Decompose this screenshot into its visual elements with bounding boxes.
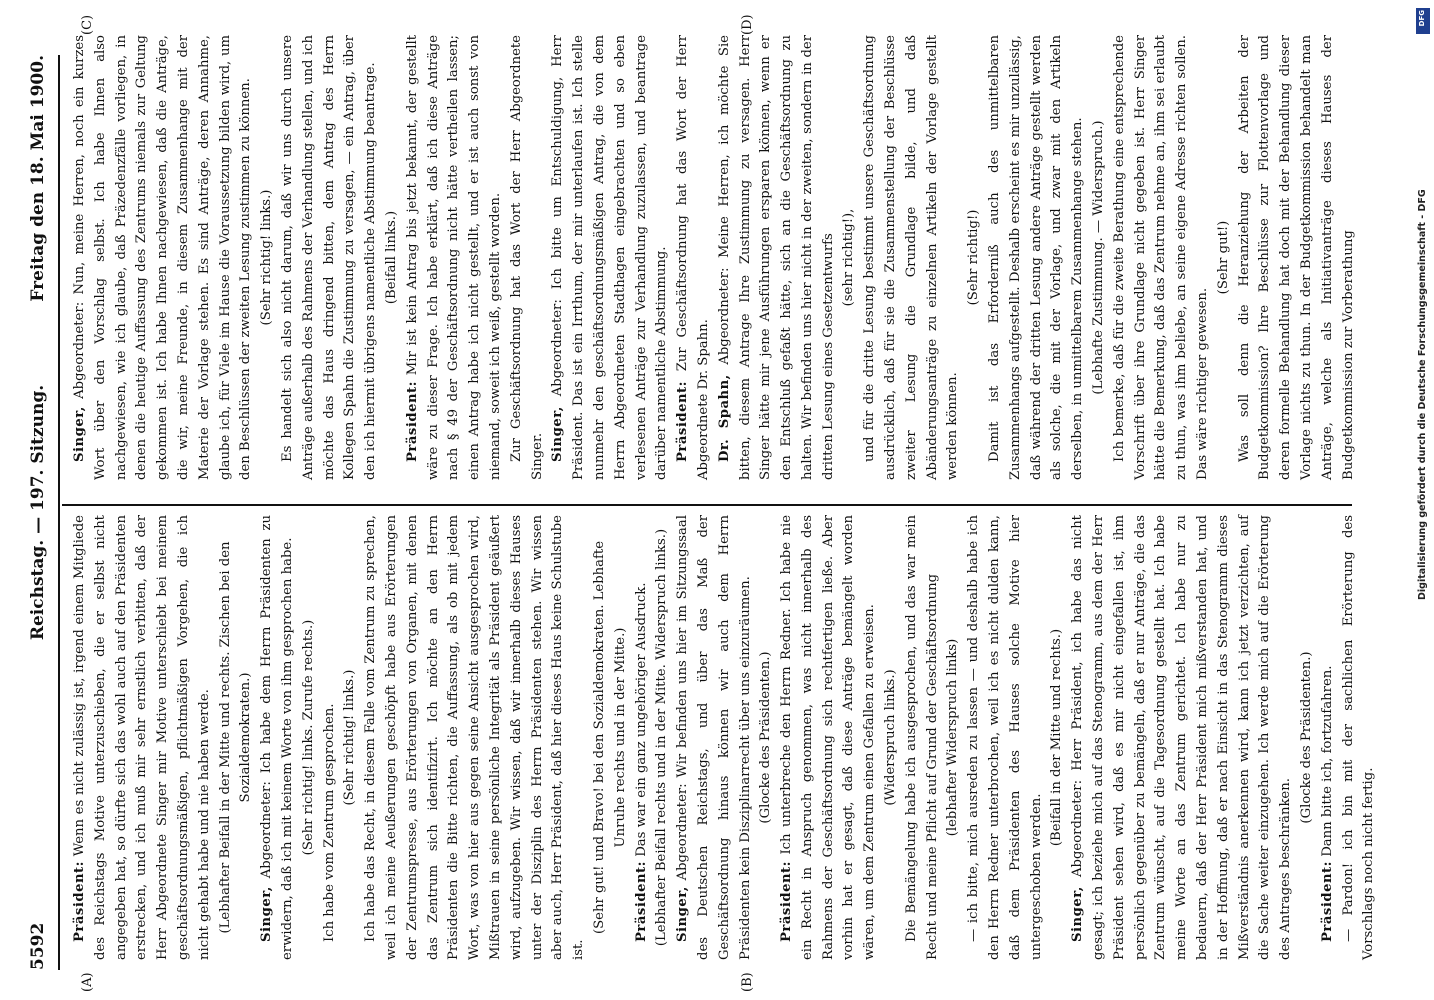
paragraph-text: (Sehr gut!) [1215, 220, 1231, 295]
paragraph [70, 515, 216, 960]
speaker-name: Dr. Spahn, [716, 374, 732, 462]
paragraph-text: Abgeordneter: Ich habe dem Herrn Präsidenten zu erwidern, daß ich mit keinem Worte von ihm gesprochen habe. [259, 515, 295, 960]
paragraph [1068, 515, 1297, 960]
interjection [839, 35, 860, 480]
paragraph-text: Was soll denn die Heranziehung der Arbeiten der Budgetkommission? Ihre Beschlüsse zur Flottenvorlage und deren formelle Behandlung hat doch mit der Behandlung dieser Vorlage nichts zu thun. In der Budgetkommission behandelt man Anträge, welche als Initiativanträge dieses Hauses der Budgetkommission zur Vorberathung [1236, 35, 1356, 480]
paragraph-text: Ich habe das Recht, in diesem Falle vom Zentrum zu sprechen, weil ich meine Aeußerungen geschöpft habe aus Erörterungen der Zentrumspresse, aus Erörterungen von Organen, mit denen das Zentrum sich identifizirt. Ich möchte an den Herrn Präsidenten die Bitte richten, die Auffassung, als ob mit jedem Wort, was von hier aus gegen seine Ansicht ausgesprochen wird, Mißtrauen in seine persönliche Integrität als Präsident geäußert wird, aufzugeben. Wir wissen, daß wir innerhalb dieses Hauses unter der Disziplin des Herrn Präsidenten stehen. Wir wissen aber auch, Herr Präsident, daß hier dieses Haus keine Schulstube ist. [363, 515, 587, 960]
paragraph [1110, 35, 1214, 480]
paragraph [673, 515, 756, 960]
paragraph-text: Abgeordneter: Ich bitte um Entschuldigung, Herr Präsident. Das ist ein Irrthum, der mir unterlaufen ist. Ich stelle nunmehr den geschäftsordnungsmäßigen Antrag, die von dem Herrn Abgeordneten Stadthagen eingebrachten und so eben verlesenen Anträge zur Verhandlung zuzulassen, und beantrage darüber namentliche Abstimmung. [550, 35, 670, 480]
paragraph-text: (Lebhafte Zustimmung. — Widerspruch.) [1091, 120, 1107, 395]
speaker-name: Präsident: [404, 380, 420, 462]
paragraph-text: Abgeordneter: Wir befinden uns hier im Sitzungssaal des Deutschen Reichstags, und über das Maß der Geschäftsordnung hinaus können wir auch dem Herrn Präsidenten kein Disziplinarrecht über uns einzuräumen. [675, 515, 753, 960]
interjection [1214, 35, 1235, 480]
interjection [382, 35, 403, 480]
paragraph-text: (lebhafter Widerspruch links) [945, 638, 961, 837]
paragraph [1235, 35, 1360, 480]
paragraph-text: (Widerspruch links.) [883, 669, 899, 806]
paragraph [715, 35, 840, 480]
paragraph-text: Abgeordneter: Nun, meine Herren, noch ein kurzes Wort über den Vorschlag selbst. Ich habe Ihnen also nachgewiesen, wie ich glaube, daß Präzedenzfälle vorliegen, in denen die heutige Auffassung des Zentrums niemals zur Geltung gekommen ist. Ich habe Ihnen nachgewiesen, daß die Anträge, die wir, meine Freunde, in diesem Zusammenhange mit der Materie der Vorlage stehen. Es sind Anträge, deren Annahme, glaube ich, für Viele im Hause die Voraussetzung bilden wird, um den Beschlüssen der zweiten Lesung zustimmen zu können. [72, 35, 254, 480]
paragraph [777, 515, 881, 960]
dfg-credit-text: Digitalisierung gefördert durch die Deutsche Forschungsgemeinschaft - DFG [1417, 189, 1428, 600]
paragraph-text: (Sehr richtig! links. Zurufe rechts.) [300, 619, 316, 856]
paragraph-text: (Sehr richtig! links.) [259, 189, 275, 326]
speaker-name: Singer, [1070, 886, 1086, 942]
interjection [257, 35, 278, 480]
paragraph [507, 35, 549, 480]
interjection [756, 515, 777, 960]
paragraph [403, 35, 507, 480]
interjection [340, 515, 361, 960]
speaker-name: Singer, [72, 406, 87, 462]
paragraph [673, 35, 715, 480]
interjection [1297, 515, 1318, 960]
interjection [216, 515, 258, 960]
paragraph-text: Ich habe vom Zentrum gesprochen. [321, 703, 337, 942]
header-rule [58, 55, 60, 970]
paragraph-text: (Beifall in der Mitte und rechts.) [1049, 628, 1065, 847]
speaker-name: Präsident: [72, 860, 87, 942]
paragraph [860, 35, 964, 480]
margin-letter-a: (A) [80, 972, 95, 992]
paragraph-text: Ich bemerke, daß für die zweite Berathung eine entsprechende Vorschrift über ihre Grundlage nicht gegeben ist. Herr Singer hätte die Bemerkung, daß das Zentrum nehme an, ihm sei erlaubt zu thun, was ihm beliebe, an seine eigene Adresse richten sollen. Das wäre richtiger gewesen. [1111, 35, 1211, 480]
interjection [943, 515, 964, 960]
speaker-name: Präsident: [1319, 860, 1335, 942]
interjection [590, 515, 632, 960]
left-column [70, 515, 1380, 960]
paragraph [964, 515, 1047, 960]
paragraph-text: (Sehr gut! und Bravo! bei den Sozialdemokraten. Lebhafte Unruhe rechts und in der Mitte.) [591, 540, 628, 935]
interjection [299, 515, 320, 960]
dfg-logo: DFG [1416, 8, 1430, 34]
paragraph-text: — ich bitte, mich ausreden zu lassen — und deshalb habe ich den Herrn Redner unterbrochen, weil ich es nicht dulden kann, daß dem Präsidenten des Hauses solche Motive hier untergeschoben werden. [966, 515, 1044, 960]
speaker-name: Präsident: [779, 860, 795, 942]
right-column [70, 35, 1359, 480]
paragraph-text: (Beifall links.) [383, 210, 399, 305]
paragraph-text: (Glocke des Präsidenten.) [758, 651, 774, 824]
paragraph-text: Die Bemängelung habe ich ausgesprochen, und das war mein Recht und meine Pflicht auf Grund der Geschäftsordnung [903, 515, 940, 960]
paragraph-text: (Lebhafter Beifall rechts und in der Mitte. Widerspruch links.) [654, 528, 670, 947]
paragraph-text: — Pardon! ich bin mit der sachlichen Erörterung des Vorschlags noch nicht fertig. [1340, 515, 1377, 960]
paragraph-text: Zur Geschäftsordnung hat das Wort der Herr Abgeordnete Singer. [508, 35, 545, 480]
paragraph-text: (sehr richtig!), [841, 208, 857, 307]
running-title: Reichstag. — 197. Sitzung. [28, 384, 48, 641]
paragraph [257, 515, 299, 960]
interjection [1089, 35, 1110, 480]
paragraph [985, 35, 1089, 480]
page-header [20, 55, 60, 970]
speaker-name: Singer, [550, 406, 566, 462]
interjection [881, 515, 902, 960]
page-number: 5592 [28, 922, 48, 970]
paragraph-text: Es handelt sich also nicht darum, daß wir uns durch unsere Anträge außerhalb des Rahmens der Verhandlung stellen, und ich möchte das Haus dringend bitten, dem Antrag des Herrn Kollegen Spahn die Zustimmung zu versagen, — ein Antrag, über den ich hiermit übrigens namentliche Abstimmung beantrage. [279, 35, 379, 480]
column-divider [62, 504, 1352, 506]
dfg-credit-strip [1414, 0, 1432, 1000]
paragraph-text: Abgeordneter: Meine Herren, ich möchte Sie bitten, diesem Antrage Ihre Zustimmung zu versagen. Herr Singer hätte mir jene Ausführungen ersparen können, wenn er den Entschluß gefaßt hätte, sich an die Geschäftsordnung zu halten. Wir befinden uns hier nicht in der zweiten, sondern in der dritten Lesung eines Gesetzentwurfs [716, 35, 836, 480]
paragraph-text: Damit ist das Erforderniß auch des unmittelbaren Zusammenhangs aufgestellt. Deshalb erscheint es mir unzulässig, daß während der dritten Lesung andere Anträge gestellt werden als solche, die mit der Vorlage, und zwar mit den Artikeln derselben, in unmittelbarem Zusammenhange stehen. [987, 35, 1086, 480]
paragraph-text: (Lebhafter Beifall in der Mitte und rechts. Zischen bei den Sozialdemokraten.) [217, 541, 254, 934]
paragraph-text: (Sehr richtig!) [966, 209, 982, 306]
paragraph-text: (Glocke des Präsidenten.) [1299, 651, 1315, 824]
paragraph-text: Abgeordneter: Herr Präsident, ich habe das nicht gesagt; ich beziehe mich auf das Stenogramm, aus dem der Herr Präsident sehen wird, daß es mir nicht eingefallen ist, ihm persönlich gegenüber zu bemängeln, daß er nur Anträge, die das Zentrum wünscht, auf die Tagesordnung gestellt hat. Ich habe meine Worte an das Zentrum gerichtet. Ich habe nur zu bedauern, daß der Herr Präsident mich mißverstanden hat, und in der Hoffnung, daß er nach Einsicht in das Stenogramm dieses Mißverständnis anerkennen wird, kann ich jetzt verzichten, auf die Sache weiter einzugehen. Ich werde mich auf die Erörterung des Antrages beschränken. [1070, 515, 1294, 960]
session-date: Freitag den 18. Mai 1900. [28, 55, 48, 302]
margin-letter-d: (D) [740, 14, 755, 35]
paragraph-text: Mir ist kein Antrag bis jetzt bekannt, der gestellt wäre zu dieser Frage. Ich habe erklärt, daß ich diese Anträge nach § 49 der Geschäftsordnung nicht hätte vertheilen lassen; einen Antrag habe ich nicht gestellt, und er ist auch sonst von niemand, soweit ich weiß, gestellt worden. [404, 35, 503, 480]
speaker-name: Singer, [675, 886, 691, 942]
paragraph [278, 35, 382, 480]
speaker-name: Präsident: [675, 380, 691, 462]
paragraph [902, 515, 944, 960]
interjection [964, 35, 985, 480]
paragraph [1339, 515, 1381, 960]
paragraph-text: (Sehr richtig! links.) [342, 669, 358, 806]
paragraph [361, 515, 590, 960]
margin-letter-b: (B) [740, 972, 755, 992]
paragraph-text: Das war ein ganz ungehöriger Ausdruck. [633, 582, 649, 857]
paragraph [1318, 515, 1339, 960]
speaker-name: Singer, [259, 886, 275, 942]
paragraph [632, 515, 653, 960]
speaker-name: Präsident: [633, 860, 649, 942]
interjection [1047, 515, 1068, 960]
paragraph-text: Dann bitte ich, fortzufahren. [1319, 665, 1335, 857]
paragraph-text: Zur Geschäftsordnung hat das Wort der Herr Abgeordnete Dr. Spahn. [675, 35, 711, 480]
paragraph [70, 35, 257, 480]
paragraph-text: und für die dritte Lesung bestimmt unsere Geschäftsordnung ausdrücklich, daß für sie die Zusammenstellung der Beschlüsse zweiter Lesung die Grundlage bilde, und daß Abänderungsanträge zu einzelnen Artikeln der Vorlage gestellt werden können. [862, 35, 961, 480]
interjection [652, 515, 673, 960]
paragraph-text: Wenn es nicht zulässig ist, irgend einem Mitgliede des Reichstags Motive unterzuschieben, die er selbst nicht angegeben hat, so dürfte sich das wohl auch auf den Präsidenten erstrecken, und ich muß mir sehr ernstlich verbitten, daß der Herr Abgeordnete Singer mir Motive unterschiebt bei meinem geschäftsordnungsmäßigen, pflichtmäßigen Vorgehen, die ich nicht gehabt habe und nie haben werde. [72, 515, 212, 960]
margin-letter-c: (C) [80, 14, 95, 35]
paragraph-text: Ich unterbreche den Herrn Redner. Ich habe nie ein Recht in Anspruch genommen, was nicht innerhalb des Rahmens der Geschäftsordnung sich rechtfertigen ließe. Aber vorhin hat er gesagt, daß diese Anträge bemängelt worden wären, um dem Zentrum einen Gefallen zu erweisen. [779, 515, 878, 960]
paragraph [548, 35, 673, 480]
paragraph [320, 515, 341, 960]
